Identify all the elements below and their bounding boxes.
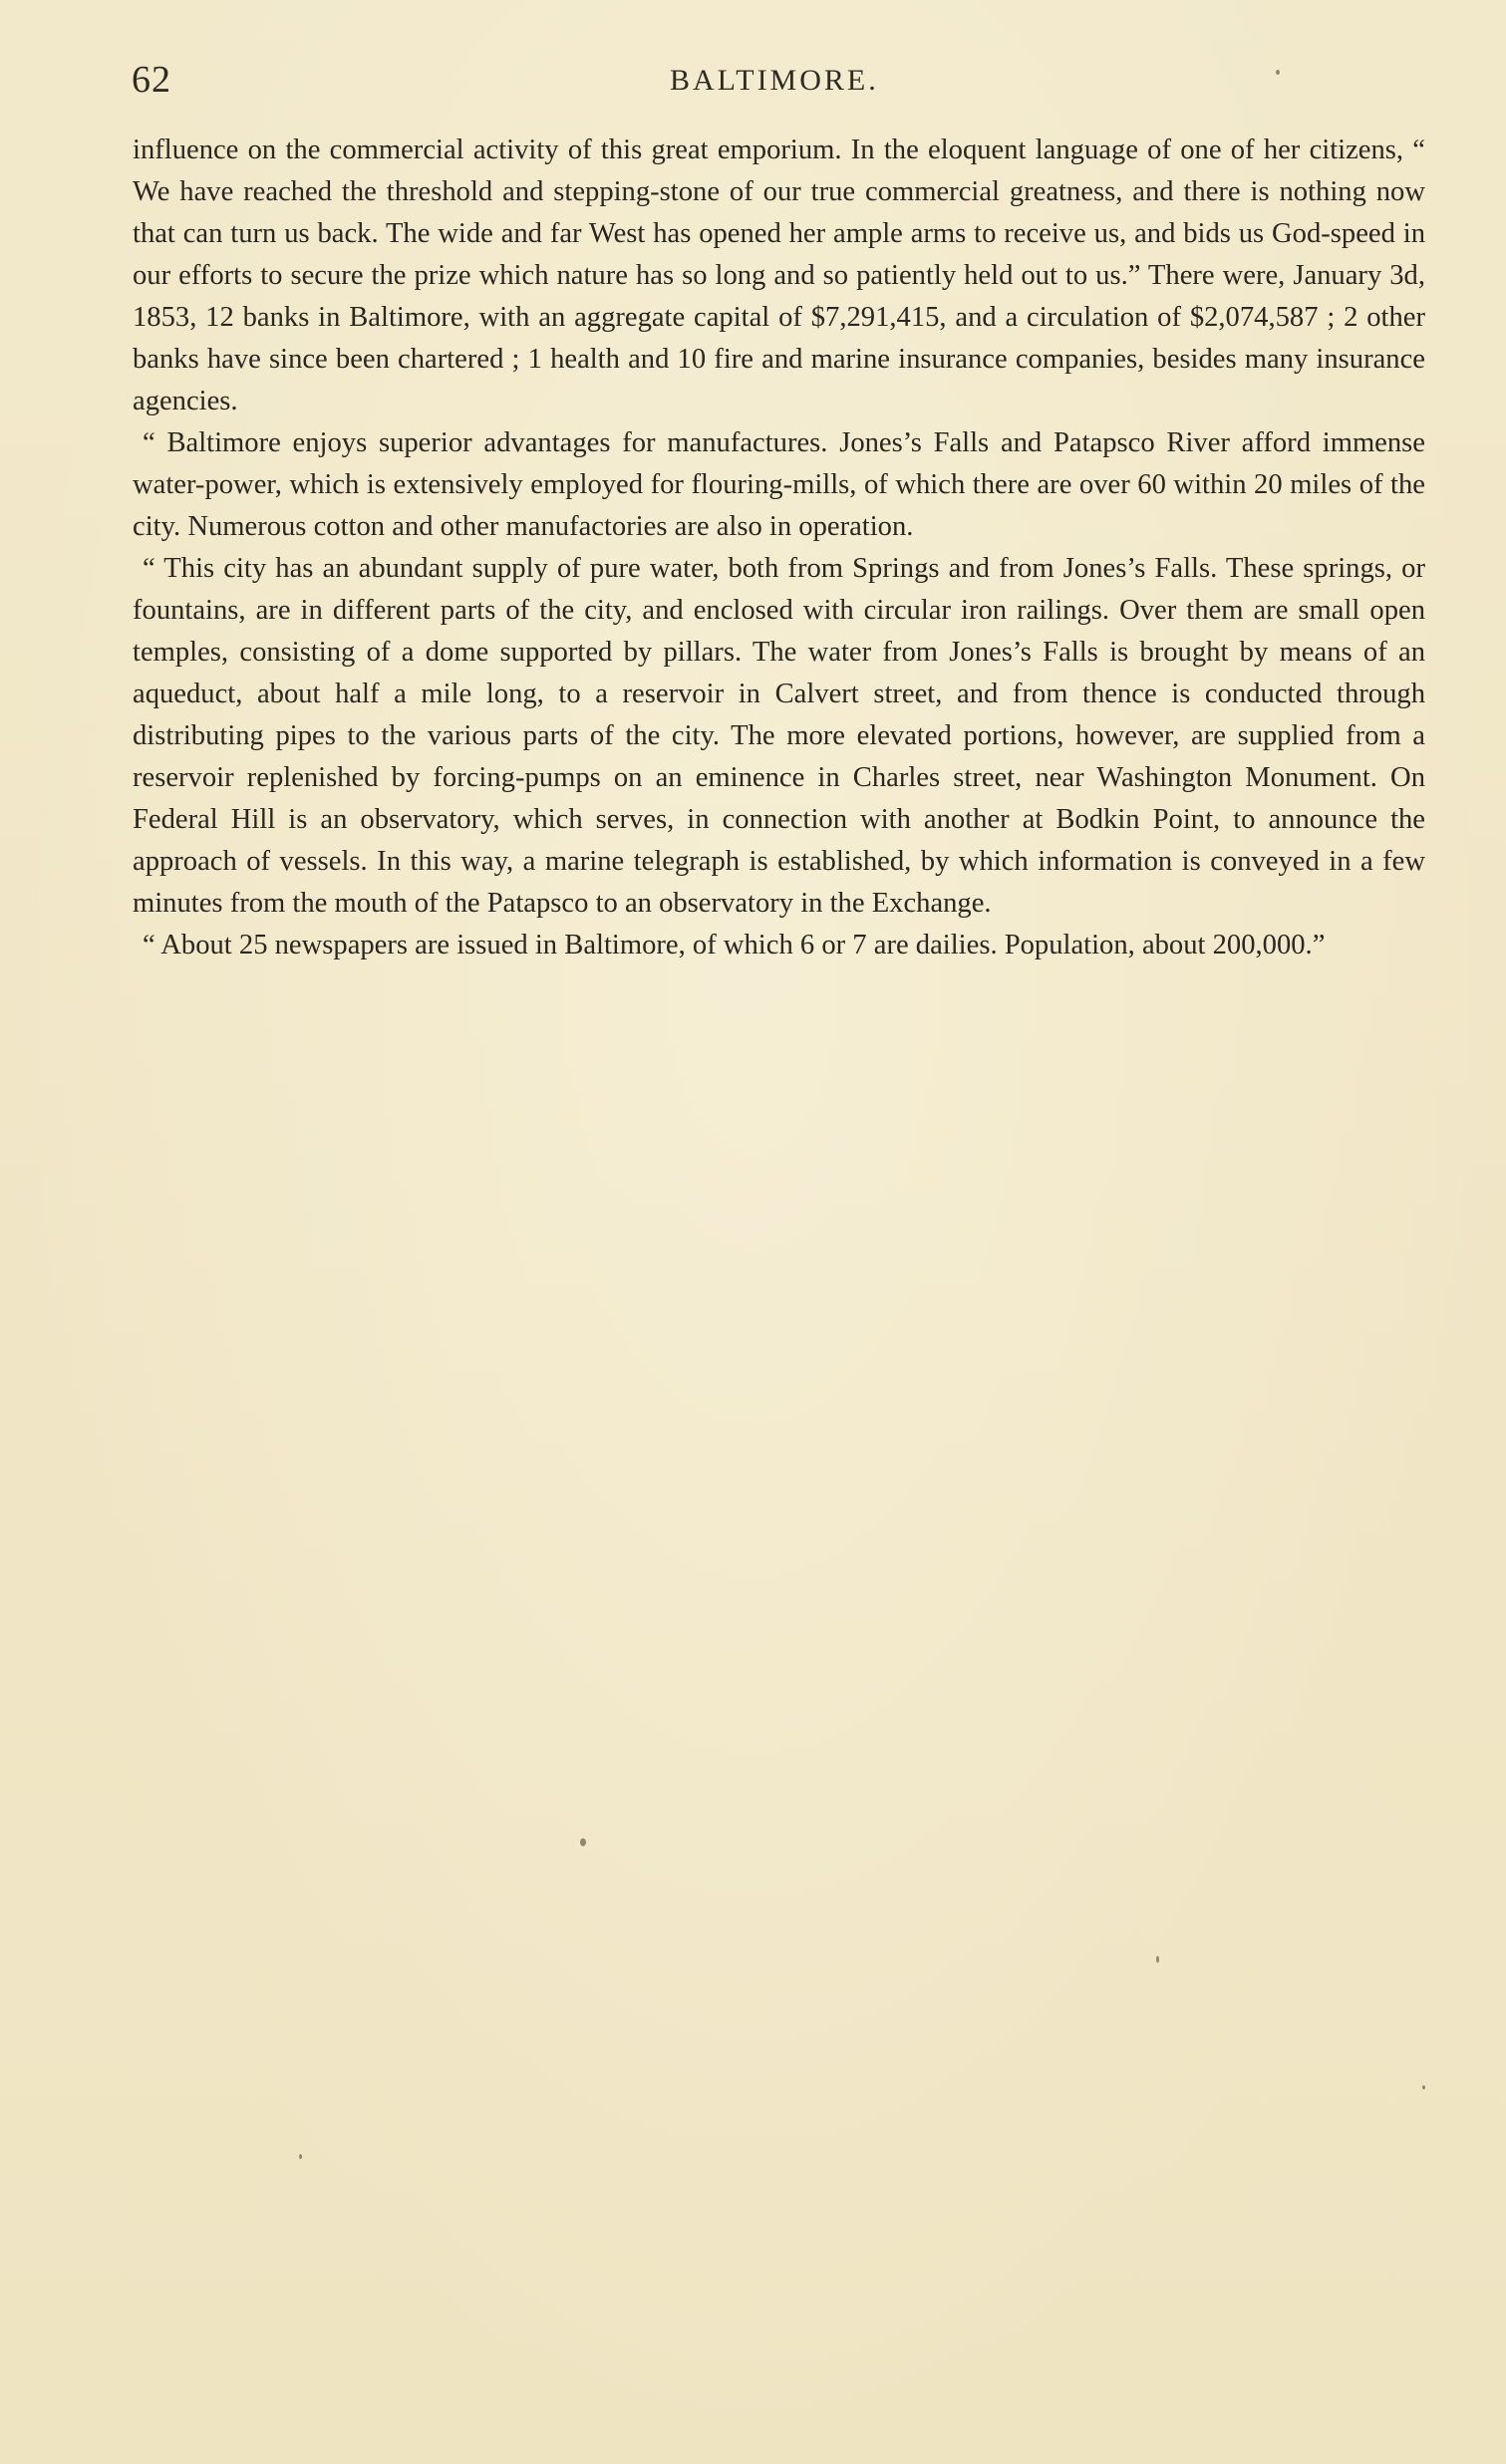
page-number: 62 xyxy=(132,59,171,101)
paper-speck xyxy=(1422,2085,1425,2089)
body-text xyxy=(133,130,1425,966)
paragraph-banks: influence on the commercial activity of this great emporium. In the eloquent language of one of her citizens, “ We have reached the threshold and stepping-stone of our true commercial greatness, and there is nothing now that can turn us back. The wide and far West has opened her ample arms to receive us, and bids us God-speed in our efforts to secure the prize which nature has so long and so patiently held out to us.” There were, January 3d, 1853, 12 banks in Baltimore, with an aggregate capital of $7,291,415, and a circulation of $2,074,587 ; 2 other banks have since been chartered ; 1 health and 10 fire and marine insurance companies, besides many insurance agencies. xyxy=(133,135,1425,416)
paper-speck xyxy=(580,1838,586,1846)
paper-speck xyxy=(299,2154,302,2159)
running-title: BALTIMORE. xyxy=(670,64,879,97)
page-header xyxy=(132,58,1427,108)
paragraph-water-supply: “ This city has an abundant supply of pure water, both from Springs and from Jones’s Falls. These springs, or fountains, are in different parts of the city, and enclosed with circular iron railings. Over them are small open temples, consisting of a dome supported by pillars. The water from Jones’s Falls is brought by means of an aqueduct, about half a mile long, to a reservoir in Calvert street, and from thence is conducted through distributing pipes to the various parts of the city. The more elevated portions, however, are supplied from a reservoir replenished by forcing-pumps on an eminence in Charles street, near Washington Monument. On Federal Hill is an observatory, which serves, in connection with another at Bodkin Point, to announce the approach of vessels. In this way, a marine telegraph is established, by which information is conveyed in a few minutes from the mouth of the Patapsco to an observatory in the Exchange. xyxy=(133,553,1425,919)
paper-speck xyxy=(1156,1956,1159,1963)
paragraph-newspapers: “ About 25 newspapers are issued in Baltimore, of which 6 or 7 are dailies. Population, about 200,000.” xyxy=(143,930,1326,960)
paper-speck xyxy=(1276,70,1280,75)
paragraph-manufactures: “ Baltimore enjoys superior advantages for manufactures. Jones’s Falls and Patapsco River afford immense water-power, which is extensively employed for flouring-mills, of which there are over 60 within 20 miles of the city. Numerous cotton and other manufactories are also in operation. xyxy=(133,427,1425,542)
